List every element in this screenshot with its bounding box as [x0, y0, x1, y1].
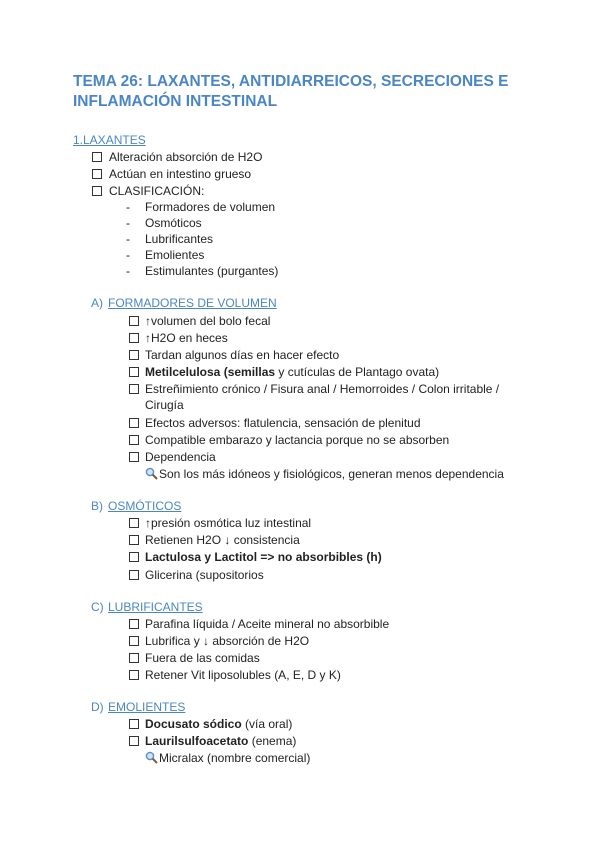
list-item: Lubrifica y ↓ absorción de H2O [145, 634, 310, 648]
checkbox-icon[interactable] [92, 152, 102, 162]
checkbox-icon[interactable] [92, 186, 102, 196]
list-item: Alteración absorción de H2O [109, 150, 263, 164]
checkbox-icon[interactable] [129, 535, 139, 545]
checkbox-icon[interactable] [129, 367, 139, 377]
title-line-1: TEMA 26: LAXANTES, ANTIDIARREICOS, SECRECIONES E [73, 73, 509, 90]
section-heading-laxantes [73, 132, 146, 148]
checkbox-icon[interactable] [129, 552, 139, 562]
section-heading-emolientes: D) EMOLIENTES [91, 700, 186, 714]
list-item: Efectos adversos: flatulencia, sensación de plenitud [145, 416, 421, 430]
note: Micralax (nombre comercial) [145, 750, 310, 766]
checkbox-icon[interactable] [129, 719, 139, 729]
section-heading-osmoticos: B) OSMÓTICOS [91, 499, 182, 513]
checkbox-icon[interactable] [129, 653, 139, 663]
section-heading-text: 1.LAXANTES [73, 133, 146, 147]
page-title [73, 72, 553, 112]
checkbox-icon[interactable] [129, 384, 139, 394]
list-item: Lactulosa y Lactitol => no absorbibles (h) [145, 550, 382, 564]
checkbox-icon[interactable] [129, 619, 139, 629]
checkbox-icon[interactable] [129, 570, 139, 580]
checkbox-icon[interactable] [129, 736, 139, 746]
checkbox-icon[interactable] [129, 435, 139, 445]
list-item: CLASIFICACIÓN: [109, 184, 205, 198]
list-item: Compatible embarazo y lactancia porque no se absorben [145, 433, 450, 447]
list-item: Parafina líquida / Aceite mineral no absorbible [145, 617, 390, 631]
checkbox-icon[interactable] [129, 452, 139, 462]
section-heading-formadores: A) FORMADORES DE VOLUMEN [91, 296, 277, 310]
list-item: ↑volumen del bolo fecal [145, 314, 271, 328]
list-item: Metilcelulosa (semillas y cutículas de Plantago ovata) [145, 365, 440, 379]
list-item: Dependencia [145, 450, 216, 464]
checkbox-icon[interactable] [92, 169, 102, 179]
list-item: Actúan en intestino grueso [109, 167, 252, 181]
list-item: Fuera de las comidas [145, 651, 260, 665]
checkbox-icon[interactable] [129, 418, 139, 428]
list-item: Retienen H2O ↓ consistencia [145, 533, 300, 547]
checkbox-icon[interactable] [129, 518, 139, 528]
list-item: Retener Vit liposolubles (A, E, D y K) [145, 668, 341, 682]
checkbox-icon[interactable] [129, 316, 139, 326]
checkbox-icon[interactable] [129, 636, 139, 646]
list-item: Laurilsulfoacetato (enema) [145, 734, 297, 748]
list-item: Docusato sódico (vía oral) [145, 717, 293, 731]
checkbox-icon[interactable] [129, 350, 139, 360]
title-line-2: INFLAMACIÓN INTESTINAL [73, 93, 278, 110]
list-item: Tardan algunos días en hacer efecto [145, 348, 340, 362]
magnifier-icon [145, 751, 159, 764]
section-heading-lubrificantes: C) LUBRIFICANTES [91, 600, 203, 614]
document-page: TEMA 26: LAXANTES, ANTIDIARREICOS, SECRECIONES E INFLAMACIÓN INTESTINAL 1.LAXANTES Alteración absorción de H2O Actúan en intestino grueso CLASIFICACIÓN: - Formadores de volumen - Osmóticos - Lubrificantes - Emolientes - Estimulantes (purgantes) A) FORMADORES DE VOLUMEN ↑volumen del bolo fecal ↑H2O en heces Tardan algunos días en hacer efecto Metilcelulosa (semillas y cutículas de Plantago ovata) Estreñimiento crónico / Fisura anal / Hemorroides / Colon irritable / Cirugía Efectos adversos: flatulencia, sensación de plenitud Compatible embarazo y lactancia porque no se absorben Dependencia Son los más idóneos y fisiológicos, generan menos dependencia B) OSMÓTICOS ↑presión osmótica luz intestinal Retienen H2O ↓ consistencia Lactulosa y Lactitol => no absorbibles (h) Glicerina (supositorios C) LUBRIFICANTES Parafina líquida / Aceite mineral no absorbible Lubrifica y ↓ absorción de H2O Fuera de las comidas Retener Vit liposolubles (A, E, D y K) D) EMOLIENTES Docusato sódico (vía oral) Laurilsulfoacetato (enema) Micralax (nombre comercial) [0, 0, 600, 848]
checkbox-icon[interactable] [129, 670, 139, 680]
note: Son los más idóneos y fisiológicos, generan menos dependencia [145, 466, 504, 482]
list-item: Glicerina (supositorios [145, 568, 264, 582]
list-item-continuation: Cirugía [145, 398, 184, 412]
magnifier-icon [145, 467, 159, 480]
list-item: ↑presión osmótica luz intestinal [145, 516, 312, 530]
list-item: ↑H2O en heces [145, 331, 228, 345]
checkbox-icon[interactable] [129, 333, 139, 343]
list-item: Estreñimiento crónico / Fisura anal / Hemorroides / Colon irritable / [145, 382, 500, 396]
